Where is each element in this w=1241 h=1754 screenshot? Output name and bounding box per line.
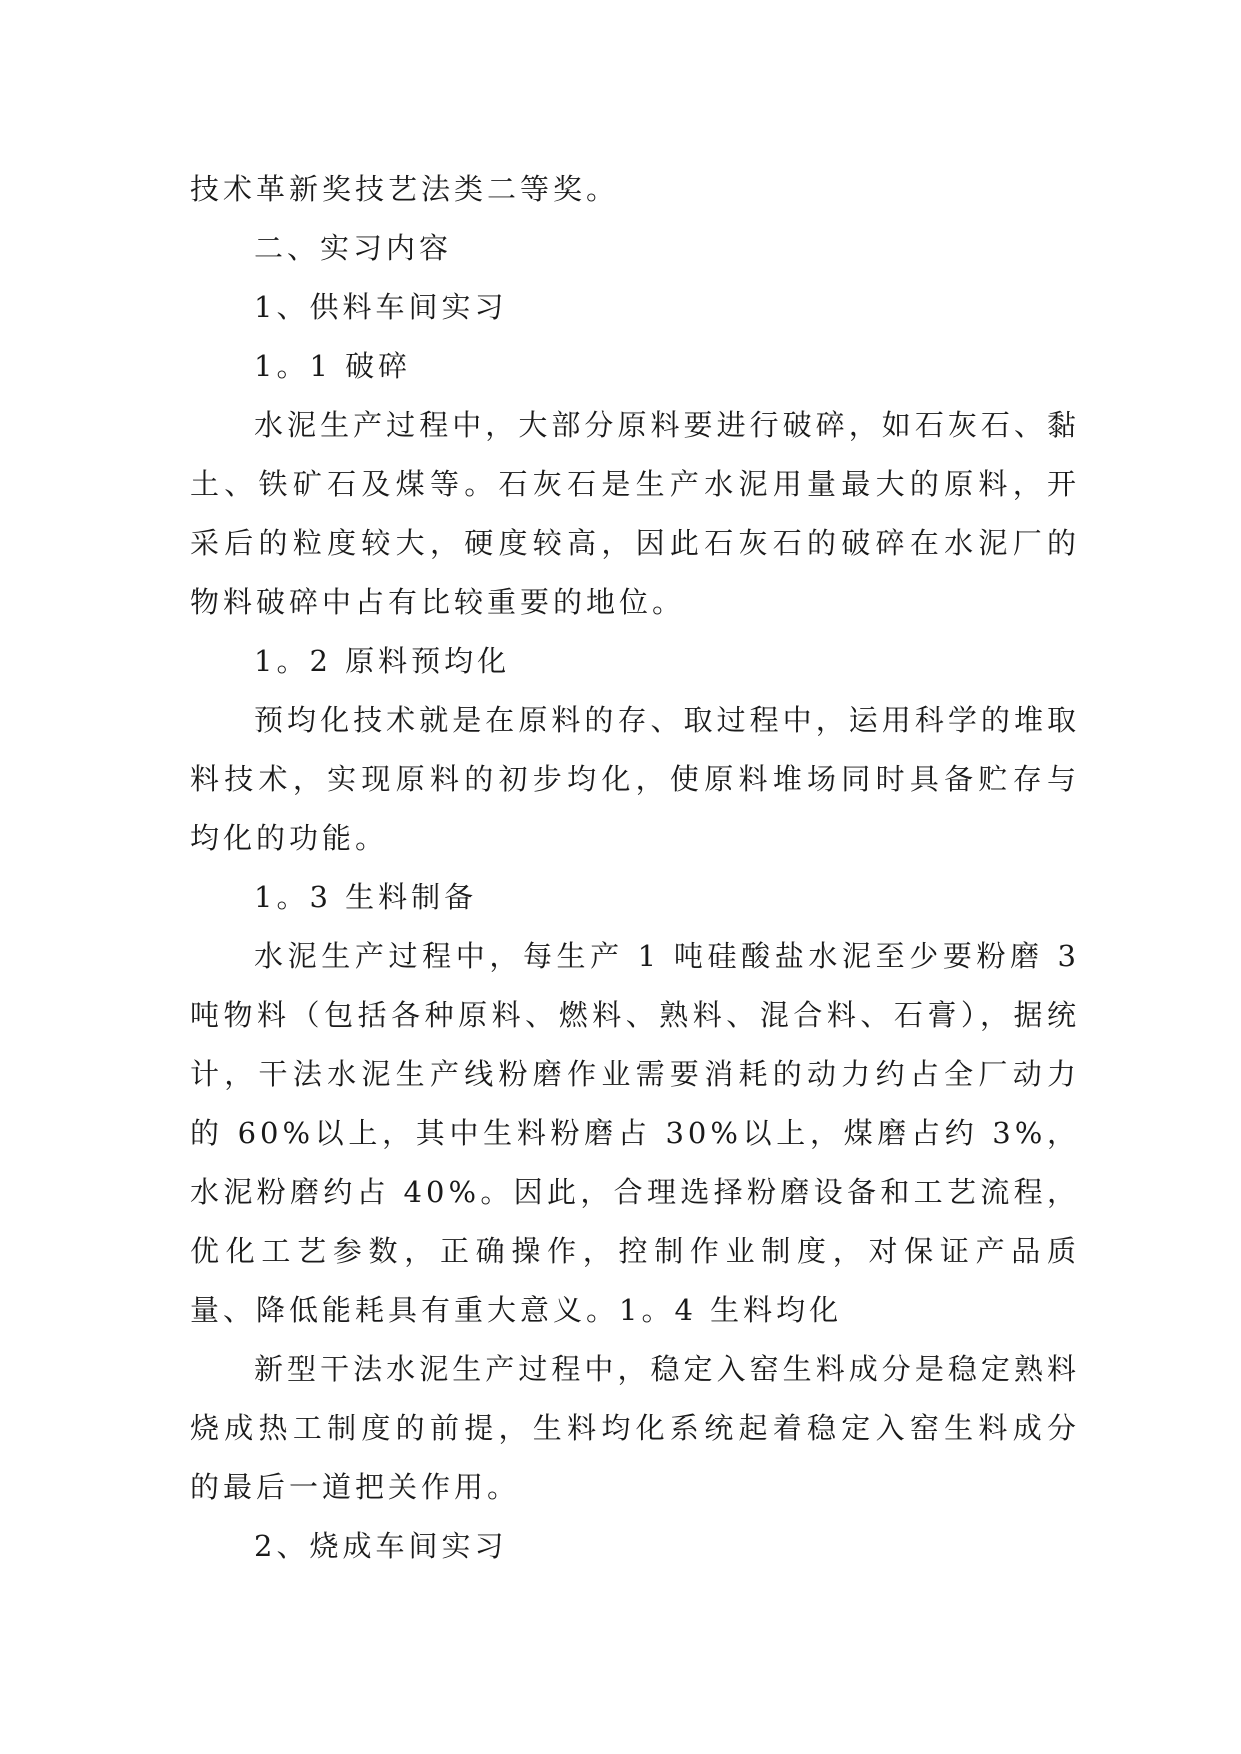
heading-crushing: 1。1 破碎 [254,349,412,383]
paragraph-raw-meal-homogenization: 新型干法水泥生产过程中，稳定入窑生料成分是稳定熟料烧成热工制度的前提，生料均化系统起着稳定入窑生料成分的最后一道把关作用。 [190,1352,1080,1504]
heading-internship-content: 二、实习内容 [254,231,453,265]
heading-burning-workshop: 2、烧成车间实习 [254,1529,508,1563]
paragraph-crushing: 水泥生产过程中，大部分原料要进行破碎，如石灰石、黏土、铁矿石及煤等。石灰石是生产水泥用量最大的原料，开采后的粒度较大，硬度较高，因此石灰石的破碎在水泥厂的物料破碎中占有比较重要的地位。 [190,408,1080,619]
heading-raw-meal-preparation: 1。3 生料制备 [254,880,478,914]
document-body [190,160,1080,1576]
heading-supply-workshop: 1、供料车间实习 [254,290,508,324]
paragraph-raw-meal-preparation: 水泥生产过程中，每生产 1 吨硅酸盐水泥至少要粉磨 3 吨物料（包括各种原料、燃料、熟料、混合料、石膏），据统计，干法水泥生产线粉磨作业需要消耗的动力约占全厂动力的 60%以上，其中生料粉磨占 30%以上，煤磨占约 3%，水泥粉磨约占 40%。因此，合理选择粉磨设备和工艺流程，优化工艺参数，正确操作，控制作业制度，对保证产品质量、降低能耗具有重大意义。1。4 生料均化 [190,939,1080,1327]
paragraph-award-line: 技术革新奖技艺法类二等奖。 [190,172,620,206]
paragraph-prehomogenization: 预均化技术就是在原料的存、取过程中，运用科学的堆取料技术，实现原料的初步均化，使原料堆场同时具备贮存与均化的功能。 [190,703,1080,855]
heading-prehomogenization: 1。2 原料预均化 [254,644,511,678]
